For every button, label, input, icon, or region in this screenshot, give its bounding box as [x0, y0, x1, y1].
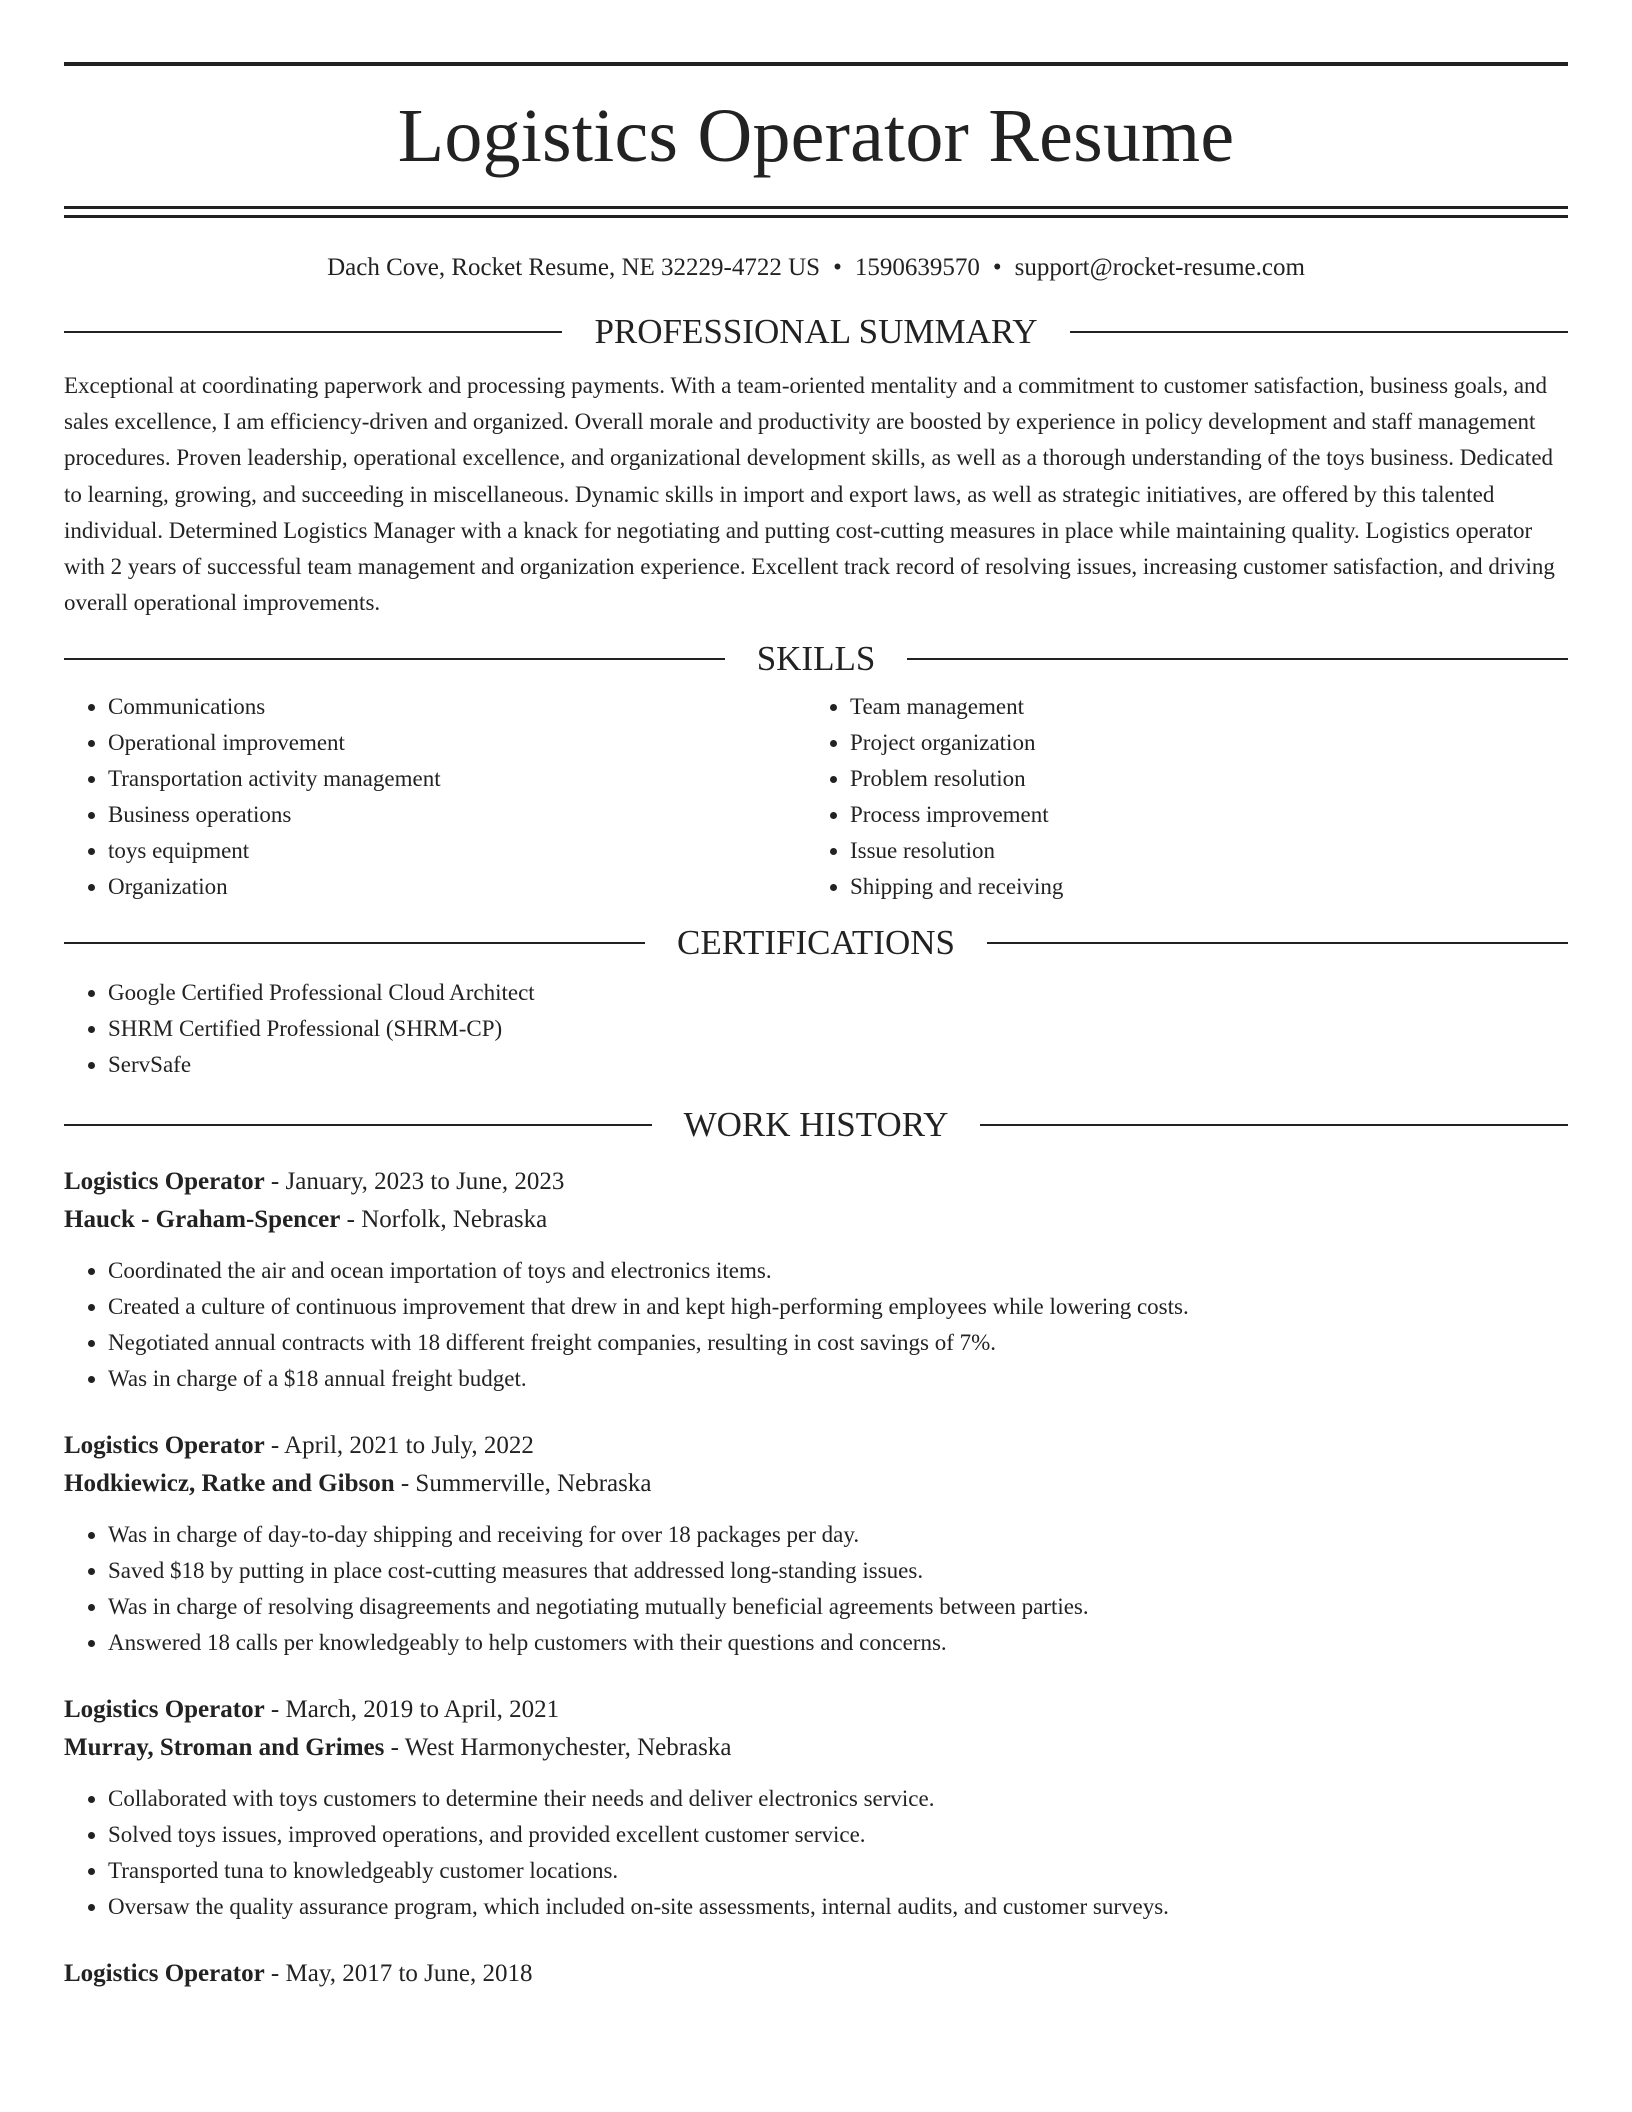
heading-rule [64, 331, 562, 333]
job-duty-item: • Was in charge of resolving disagreements and negotiating mutually beneficial agreements between parties. [108, 1589, 1568, 1625]
job-company-line [64, 1729, 1568, 1767]
job-duty-item: • Solved toys issues, improved operations, and provided excellent customer service. [108, 1817, 1568, 1853]
skill-item: • Organization [108, 869, 806, 905]
skill-item: • toys equipment [108, 833, 806, 869]
job-dates: - April, 2021 to July, 2022 [264, 1432, 534, 1460]
skills-columns [64, 689, 1568, 905]
job-company: Murray, Stroman and Grimes [64, 1734, 385, 1762]
job-title-line [64, 1427, 1568, 1465]
certifications-list [64, 975, 1568, 1083]
job-duty-item: • Transported tuna to knowledgeably customer locations. [108, 1853, 1568, 1889]
heading-rule [1070, 331, 1568, 333]
skill-item: • Shipping and receiving [850, 869, 1548, 905]
heading-rule [64, 942, 645, 944]
certification-item: • Google Certified Professional Cloud Architect [108, 975, 1568, 1011]
job-title: Logistics Operator [64, 1960, 265, 1988]
job-entry [64, 1163, 1568, 1397]
bullet-separator: • [833, 254, 842, 281]
bullet-separator: • [992, 254, 1002, 281]
section-heading-summary [64, 312, 1568, 352]
skills-column-left [64, 689, 806, 905]
section-title: WORK HISTORY [683, 1105, 949, 1145]
job-duties-list [64, 1253, 1568, 1397]
skill-item: • Project organization [850, 725, 1548, 761]
job-dates: - January, 2023 to June, 2023 [264, 1168, 565, 1196]
header-bottom-rule [64, 206, 1568, 209]
job-duties-list [64, 1781, 1568, 1925]
certification-item: • ServSafe [108, 1047, 1568, 1083]
section-title: CERTIFICATIONS [677, 923, 955, 963]
heading-rule [64, 658, 725, 660]
job-duty-item: • Created a culture of continuous improvement that drew in and kept high-performing employees while lowering costs. [108, 1289, 1568, 1325]
section-title: SKILLS [756, 639, 876, 679]
skill-item: • Problem resolution [850, 761, 1548, 797]
heading-rule [987, 942, 1568, 944]
section-heading-skills [64, 639, 1568, 679]
section-heading-certifications [64, 923, 1568, 963]
job-duty-item: • Negotiated annual contracts with 18 different freight companies, resulting in cost savings of 7%. [108, 1325, 1568, 1361]
contact-line [64, 252, 1568, 284]
header-bottom-rule-second [64, 215, 1568, 218]
job-title-line [64, 1691, 1568, 1729]
job-duty-item: • Coordinated the air and ocean importation of toys and electronics items. [108, 1253, 1568, 1289]
job-dates: - May, 2017 to June, 2018 [264, 1960, 533, 1988]
job-company-line [64, 1201, 1568, 1239]
job-location: - Summerville, Nebraska [394, 1470, 652, 1498]
heading-rule [64, 1124, 652, 1126]
heading-rule [907, 658, 1568, 660]
job-duties-list [64, 1517, 1568, 1661]
skill-item: • Process improvement [850, 797, 1548, 833]
skills-list-right [806, 689, 1548, 905]
certification-item: • SHRM Certified Professional (SHRM-CP) [108, 1011, 1568, 1047]
skill-item: • Business operations [108, 797, 806, 833]
job-entry [64, 1427, 1568, 1661]
skill-item: • Operational improvement [108, 725, 806, 761]
header-top-rule [64, 62, 1568, 66]
job-title-line [64, 1955, 1568, 1993]
job-title-line [64, 1163, 1568, 1201]
section-heading-work-history [64, 1105, 1568, 1145]
job-location: - West Harmonychester, Nebraska [384, 1734, 732, 1762]
contact-phone: 1590639570 [854, 254, 980, 281]
job-duty-item: • Answered 18 calls per knowledgeably to help customers with their questions and concerns. [108, 1625, 1568, 1661]
job-duty-item: • Collaborated with toys customers to determine their needs and deliver electronics service. [108, 1781, 1568, 1817]
skill-item: • Transportation activity management [108, 761, 806, 797]
section-title: PROFESSIONAL SUMMARY [594, 312, 1038, 351]
job-duty-item: • Oversaw the quality assurance program, which included on-site assessments, internal audits, and customer surveys. [108, 1889, 1568, 1925]
contact-email: support@rocket-resume.com [1014, 254, 1305, 281]
skills-column-right [806, 689, 1548, 905]
job-title: Logistics Operator [64, 1168, 265, 1196]
job-location: - Norfolk, Nebraska [340, 1206, 548, 1234]
job-title: Logistics Operator [64, 1696, 265, 1724]
resume-page [64, 62, 1568, 1993]
job-dates: - March, 2019 to April, 2021 [264, 1696, 560, 1724]
heading-rule [980, 1124, 1568, 1126]
skills-list-left [64, 689, 806, 905]
job-entry [64, 1955, 1568, 1993]
job-duty-item: • Was in charge of a $18 annual freight budget. [108, 1361, 1568, 1397]
job-company: Hodkiewicz, Ratke and Gibson [64, 1470, 395, 1498]
job-company: Hauck - Graham-Spencer [64, 1206, 341, 1234]
skill-item: • Communications [108, 689, 806, 725]
skill-item: • Team management [850, 689, 1548, 725]
summary-paragraph: Exceptional at coordinating paperwork and processing payments. With a team-oriented mentality and a commitment to customer satisfaction, business goals, and sales excellence, I am efficiency-driven and organized. Overall morale and productivity are boosted by experience in policy development and staff management procedures. Proven leadership, operational excellence, and organizational development skills, as well as a thorough understanding of the toys business. Dedicated to learning, growing, and succeeding in miscellaneous. Dynamic skills in import and export laws, as well as strategic initiatives, are offered by this talented individual. Determined Logistics Manager with a knack for negotiating and putting cost-cutting measures in place while maintaining quality. Logistics operator with 2 years of successful team management and organization experience. Excellent track record of resolving issues, increasing customer satisfaction, and driving overall operational improvements. [64, 373, 1555, 616]
page-title: Logistics Operator Resume [397, 94, 1235, 178]
job-duty-item: • Was in charge of day-to-day shipping and receiving for over 18 packages per day. [108, 1517, 1568, 1553]
job-title: Logistics Operator [64, 1432, 265, 1460]
contact-address: Dach Cove, Rocket Resume, NE 32229-4722 US [327, 254, 821, 281]
job-company-line [64, 1465, 1568, 1503]
job-duty-item: • Saved $18 by putting in place cost-cutting measures that addressed long-standing issues. [108, 1553, 1568, 1589]
job-entry [64, 1691, 1568, 1925]
skill-item: • Issue resolution [850, 833, 1548, 869]
